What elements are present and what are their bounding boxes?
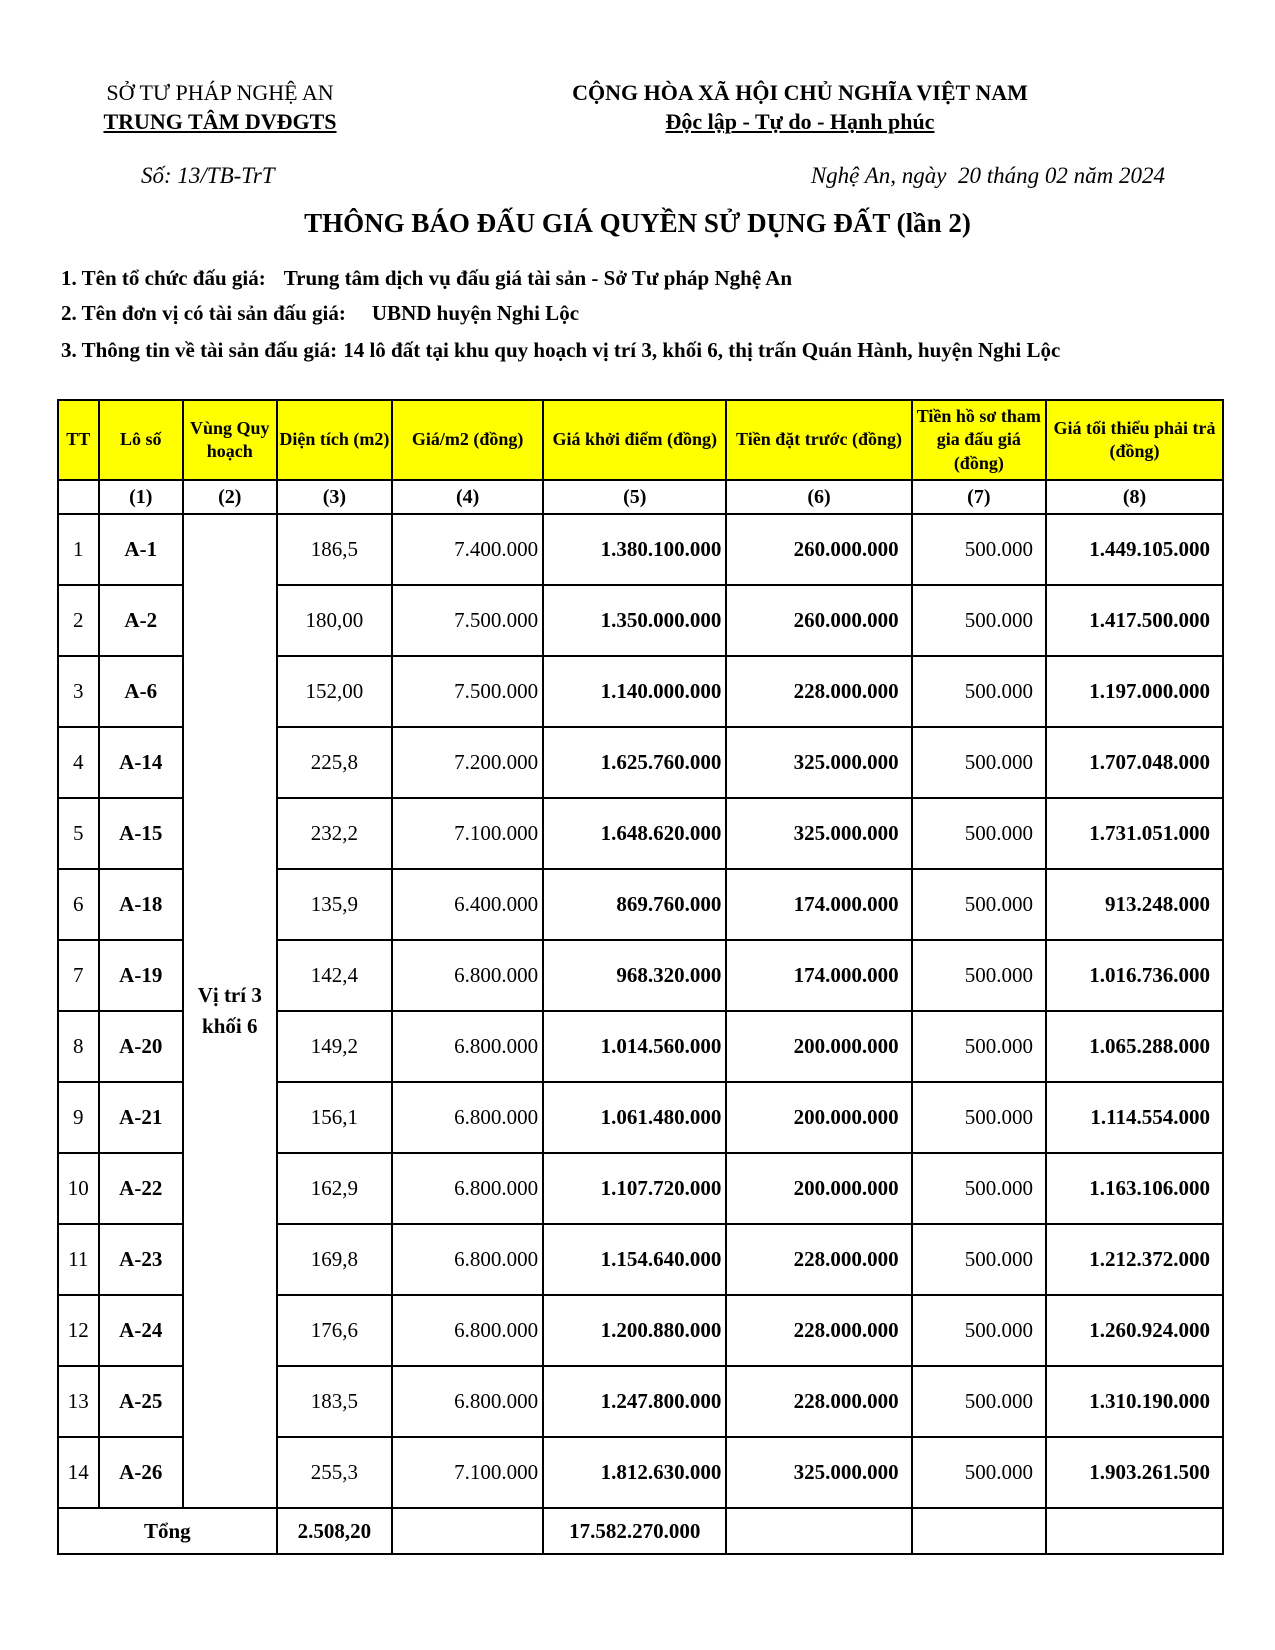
min-price-cell: 1.707.048.000 <box>1046 727 1223 798</box>
auction-table <box>57 399 1224 1555</box>
info-value: UBND huyện Nghi Lộc <box>371 301 580 325</box>
row-number-cell: 1 <box>58 514 99 585</box>
row-number-cell: 9 <box>58 1082 99 1153</box>
lot-cell: A-15 <box>99 798 183 869</box>
col-header-start-price: Giá khởi điểm (đồng) <box>543 400 726 480</box>
area-cell: 149,2 <box>277 1011 393 1082</box>
unit-price-cell: 6.800.000 <box>392 940 543 1011</box>
row-number-cell: 4 <box>58 727 99 798</box>
fee-cell: 500.000 <box>912 869 1046 940</box>
zone-line: Vị trí 3 <box>197 982 262 1007</box>
fee-cell: 500.000 <box>912 1366 1046 1437</box>
area-cell: 152,00 <box>277 656 393 727</box>
start-price-cell: 1.107.720.000 <box>543 1153 726 1224</box>
total-area: 2.508,20 <box>277 1508 393 1554</box>
info-label: 1. Tên tổ chức đấu giá: <box>61 266 266 290</box>
deposit-cell: 228.000.000 <box>726 1366 911 1437</box>
area-cell: 232,2 <box>277 798 393 869</box>
table-cell <box>912 1508 1046 1554</box>
fee-cell: 500.000 <box>912 940 1046 1011</box>
min-price-cell: 1.065.288.000 <box>1046 1011 1223 1082</box>
deposit-cell: 174.000.000 <box>726 940 911 1011</box>
lot-cell: A-24 <box>99 1295 183 1366</box>
deposit-cell: 174.000.000 <box>726 869 911 940</box>
national-title: CỘNG HÒA XÃ HỘI CHỦ NGHĨA VIỆT NAM <box>572 80 1028 105</box>
fee-cell: 500.000 <box>912 514 1046 585</box>
col-number: (6) <box>726 480 911 514</box>
min-price-cell: 1.016.736.000 <box>1046 940 1223 1011</box>
start-price-cell: 1.247.800.000 <box>543 1366 726 1437</box>
lot-cell: A-22 <box>99 1153 183 1224</box>
info-line-1 <box>61 266 792 291</box>
unit-price-cell: 6.800.000 <box>392 1224 543 1295</box>
unit-price-cell: 7.100.000 <box>392 798 543 869</box>
col-header-unit-price: Giá/m2 (đồng) <box>392 400 543 480</box>
col-number: (8) <box>1046 480 1223 514</box>
lot-cell: A-23 <box>99 1224 183 1295</box>
col-number: (2) <box>183 480 277 514</box>
start-price-cell: 1.350.000.000 <box>543 585 726 656</box>
col-number: (5) <box>543 480 726 514</box>
info-value: Trung tâm dịch vụ đấu giá tài sản - Sở Tư pháp Nghệ An <box>283 266 793 290</box>
area-cell: 176,6 <box>277 1295 393 1366</box>
total-row <box>58 1508 1223 1554</box>
deposit-cell: 228.000.000 <box>726 656 911 727</box>
unit-price-cell: 6.800.000 <box>392 1366 543 1437</box>
deposit-cell: 200.000.000 <box>726 1011 911 1082</box>
info-value: 14 lô đất tại khu quy hoạch vị trí 3, khối 6, thị trấn Quán Hành, huyện Nghi Lộc <box>343 338 1061 362</box>
deposit-cell: 325.000.000 <box>726 798 911 869</box>
lot-cell: A-26 <box>99 1437 183 1508</box>
lot-cell: A-18 <box>99 869 183 940</box>
document-title: THÔNG BÁO ĐẤU GIÁ QUYỀN SỬ DỤNG ĐẤT (lần 2) <box>304 208 971 238</box>
unit-price-cell: 6.800.000 <box>392 1011 543 1082</box>
lot-cell: A-6 <box>99 656 183 727</box>
row-number-cell: 13 <box>58 1366 99 1437</box>
min-price-cell: 1.417.500.000 <box>1046 585 1223 656</box>
col-number <box>58 480 99 514</box>
fee-cell: 500.000 <box>912 1082 1046 1153</box>
fee-cell: 500.000 <box>912 1224 1046 1295</box>
col-header-lot: Lô số <box>99 400 183 480</box>
row-number-cell: 2 <box>58 585 99 656</box>
start-price-cell: 1.625.760.000 <box>543 727 726 798</box>
table-cell <box>392 1508 543 1554</box>
start-price-cell: 1.140.000.000 <box>543 656 726 727</box>
header-row <box>58 400 1223 480</box>
info-label: 3. Thông tin về tài sản đấu giá: <box>61 338 338 362</box>
lot-cell: A-1 <box>99 514 183 585</box>
fee-cell: 500.000 <box>912 1295 1046 1366</box>
start-price-cell: 1.014.560.000 <box>543 1011 726 1082</box>
area-cell: 255,3 <box>277 1437 393 1508</box>
start-price-cell: 1.200.880.000 <box>543 1295 726 1366</box>
deposit-cell: 228.000.000 <box>726 1295 911 1366</box>
min-price-cell: 1.449.105.000 <box>1046 514 1223 585</box>
unit-price-cell: 6.800.000 <box>392 1082 543 1153</box>
min-price-cell: 1.731.051.000 <box>1046 798 1223 869</box>
row-number-cell: 6 <box>58 869 99 940</box>
min-price-cell: 1.197.000.000 <box>1046 656 1223 727</box>
deposit-cell: 325.000.000 <box>726 1437 911 1508</box>
start-price-cell: 968.320.000 <box>543 940 726 1011</box>
area-cell: 162,9 <box>277 1153 393 1224</box>
start-price-cell: 1.812.630.000 <box>543 1437 726 1508</box>
fee-cell: 500.000 <box>912 1011 1046 1082</box>
unit-price-cell: 6.800.000 <box>392 1295 543 1366</box>
info-line-2 <box>61 301 579 326</box>
fee-cell: 500.000 <box>912 585 1046 656</box>
table-cell <box>726 1508 911 1554</box>
unit-price-cell: 7.100.000 <box>392 1437 543 1508</box>
deposit-cell: 200.000.000 <box>726 1153 911 1224</box>
start-price-cell: 1.061.480.000 <box>543 1082 726 1153</box>
deposit-cell: 260.000.000 <box>726 585 911 656</box>
area-cell: 183,5 <box>277 1366 393 1437</box>
total-start-price: 17.582.270.000 <box>543 1508 726 1554</box>
unit-price-cell: 7.200.000 <box>392 727 543 798</box>
unit-price-cell: 6.800.000 <box>392 1153 543 1224</box>
unit-price-cell: 7.500.000 <box>392 656 543 727</box>
col-header-area: Diện tích (m2) <box>277 400 393 480</box>
start-price-cell: 1.380.100.000 <box>543 514 726 585</box>
row-number-cell: 11 <box>58 1224 99 1295</box>
table-cell <box>1046 1508 1223 1554</box>
deposit-cell: 200.000.000 <box>726 1082 911 1153</box>
fee-cell: 500.000 <box>912 1437 1046 1508</box>
row-number-cell: 7 <box>58 940 99 1011</box>
area-cell: 186,5 <box>277 514 393 585</box>
fee-cell: 500.000 <box>912 1153 1046 1224</box>
min-price-cell: 1.260.924.000 <box>1046 1295 1223 1366</box>
row-number-cell: 14 <box>58 1437 99 1508</box>
fee-cell: 500.000 <box>912 727 1046 798</box>
unit-price-cell: 7.400.000 <box>392 514 543 585</box>
col-number: (3) <box>277 480 393 514</box>
fee-cell: 500.000 <box>912 798 1046 869</box>
info-label: 2. Tên đơn vị có tài sản đấu giá: <box>61 301 346 325</box>
area-cell: 225,8 <box>277 727 393 798</box>
row-number-cell: 8 <box>58 1011 99 1082</box>
deposit-cell: 228.000.000 <box>726 1224 911 1295</box>
col-header-min-price: Giá tối thiểu phải trả (đồng) <box>1046 400 1223 480</box>
info-line-3 <box>61 338 1060 363</box>
min-price-cell: 1.903.261.500 <box>1046 1437 1223 1508</box>
center-name: TRUNG TÂM DVĐGTS <box>103 109 337 134</box>
min-price-cell: 1.212.372.000 <box>1046 1224 1223 1295</box>
lot-cell: A-20 <box>99 1011 183 1082</box>
row-number-cell: 12 <box>58 1295 99 1366</box>
min-price-cell: 913.248.000 <box>1046 869 1223 940</box>
min-price-cell: 1.163.106.000 <box>1046 1153 1223 1224</box>
zone-cell <box>183 514 277 1508</box>
row-number-cell: 5 <box>58 798 99 869</box>
lot-cell: A-25 <box>99 1366 183 1437</box>
document-number: Số: 13/TB-TrT <box>141 163 275 188</box>
col-number: (4) <box>392 480 543 514</box>
col-number: (1) <box>99 480 183 514</box>
col-header-deposit: Tiền đặt trước (đồng) <box>726 400 911 480</box>
start-price-cell: 1.154.640.000 <box>543 1224 726 1295</box>
row-number-cell: 3 <box>58 656 99 727</box>
fee-cell: 500.000 <box>912 656 1046 727</box>
start-price-cell: 869.760.000 <box>543 869 726 940</box>
col-header-fee: Tiền hồ sơ tham gia đấu giá (đồng) <box>912 400 1046 480</box>
col-header-zone: Vùng Quy hoạch <box>183 400 277 480</box>
deposit-cell: 325.000.000 <box>726 727 911 798</box>
table-row <box>58 514 1223 585</box>
lot-cell: A-21 <box>99 1082 183 1153</box>
col-header-tt: TT <box>58 400 99 480</box>
deposit-cell: 260.000.000 <box>726 514 911 585</box>
col-number: (7) <box>912 480 1046 514</box>
start-price-cell: 1.648.620.000 <box>543 798 726 869</box>
lot-cell: A-19 <box>99 940 183 1011</box>
national-motto: Độc lập - Tự do - Hạnh phúc <box>665 109 935 134</box>
lot-cell: A-14 <box>99 727 183 798</box>
lot-cell: A-2 <box>99 585 183 656</box>
area-cell: 135,9 <box>277 869 393 940</box>
place-date: Nghệ An, ngày 20 tháng 02 năm 2024 <box>810 163 1165 188</box>
area-cell: 142,4 <box>277 940 393 1011</box>
area-cell: 156,1 <box>277 1082 393 1153</box>
zone-line: khối 6 <box>202 1014 258 1038</box>
column-number-row <box>58 480 1223 514</box>
min-price-cell: 1.310.190.000 <box>1046 1366 1223 1437</box>
total-label: Tổng <box>58 1508 277 1554</box>
area-cell: 169,8 <box>277 1224 393 1295</box>
area-cell: 180,00 <box>277 585 393 656</box>
min-price-cell: 1.114.554.000 <box>1046 1082 1223 1153</box>
agency-name: SỞ TƯ PHÁP NGHỆ AN <box>106 80 334 105</box>
unit-price-cell: 7.500.000 <box>392 585 543 656</box>
row-number-cell: 10 <box>58 1153 99 1224</box>
unit-price-cell: 6.400.000 <box>392 869 543 940</box>
